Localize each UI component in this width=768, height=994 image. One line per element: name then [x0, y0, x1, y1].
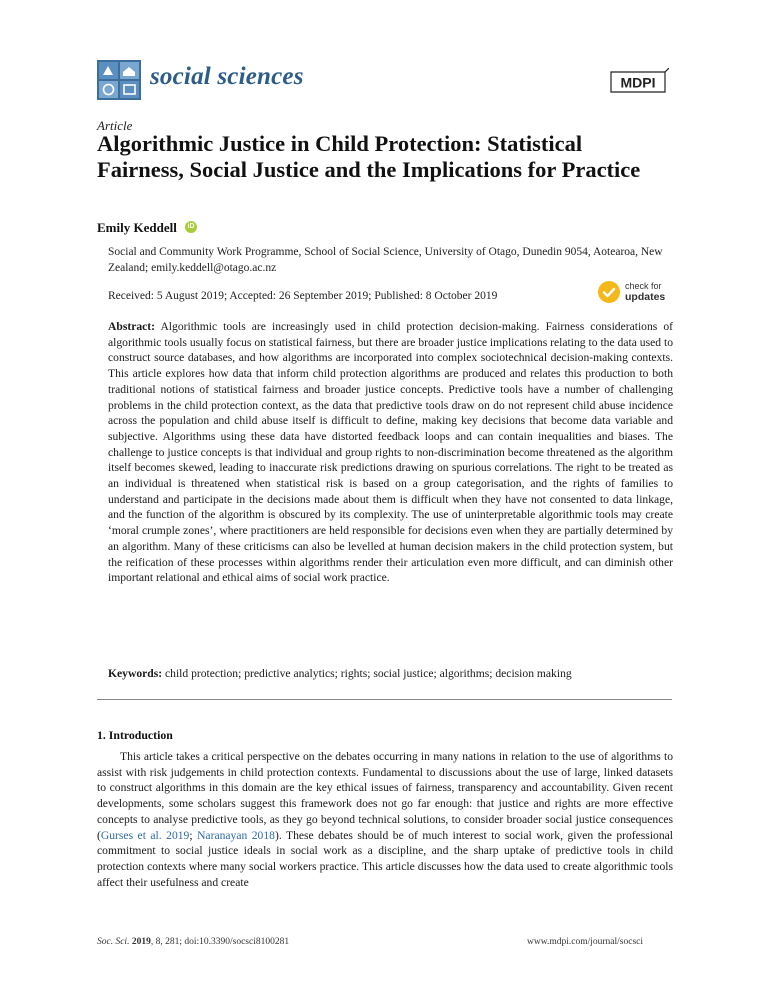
keywords [108, 667, 673, 680]
publisher-label: MDPI [620, 74, 656, 91]
section-divider [97, 699, 672, 700]
check-for-updates-badge[interactable] [598, 281, 672, 305]
publication-dates: Received: 5 August 2019; Accepted: 26 September 2019; Published: 8 October 2019 [108, 290, 498, 302]
author-name: Emily Keddell [97, 220, 177, 235]
journal-name: social sciences [150, 63, 304, 90]
mdpi-logo-icon [607, 68, 669, 96]
article-title: Algorithmic Justice in Child Protection: Statistical Fairness, Social Justice and the Implications for Practice [97, 131, 641, 182]
citation-link-gurses[interactable]: Gurses et al. 2019 [100, 828, 190, 842]
keywords-text: child protection; predictive analytics; rights; social justice; algorithms; decision making [165, 667, 572, 680]
abstract [108, 319, 673, 586]
check-updates-line1: check for [625, 281, 662, 291]
introduction-paragraph [97, 749, 673, 890]
orcid-label: iD [187, 223, 195, 230]
keywords-label: Keywords: [108, 667, 163, 680]
footer-journal-abbr: Soc. Sci. [97, 937, 130, 947]
article-type: Article [97, 118, 133, 133]
footer-citation-rest: , 8, 281; doi:10.3390/socsci8100281 [150, 937, 290, 947]
footer-citation [97, 937, 289, 947]
intro-text-b: ). These debates should be of much interest to social work, given the professional commitment to social justice ideals in social work as a discipline, and the sharp uptake of predictive tools in child protection contexts where many social workers practice. This article discusses how the data used to create algorithmic tools affect their usefulness and create [97, 828, 674, 889]
footer-url[interactable]: www.mdpi.com/journal/socsci [527, 937, 644, 947]
check-updates-icon [598, 281, 620, 303]
abstract-label: Abstract: [108, 320, 156, 333]
section-heading-introduction: 1. Introduction [97, 728, 173, 742]
affiliation: Social and Community Work Programme, School of Social Science, University of Otago, Dunedin 9054, Aotearoa, New Zealand; emily.keddell@otago.ac.nz [108, 246, 663, 274]
intro-text-a: This article takes a critical perspective on the debates occurring in many nations in relation to the use of algorithms to assist with risk judgements in child protection contexts. Fundamental to discussions about the use of large, linked datasets to construct algorithms in this domain are the key ethical issues of fairness, transparency and accountability. Given recent developments, some scholars suggest this framework does not go far enough: that justice and rights are more effective concepts to analyse predictive tools, as they go beyond technical solutions, to consider broader social justice consequences ( [97, 750, 673, 842]
abstract-text: Algorithmic tools are increasingly used in child protection decision-making. Fairness considerations of algorithmic tools usually focus on statistical fairness, but there are broader justice implications relating to the data used to construct source databases, and how algorithms are incorporated into complex sociotechnical decision-making contexts. This article explores how data that inform child protection algorithms are produced and relates this production to both traditional notions of statistical fairness and broader justice concepts. Predictive tools have a number of challenging problems in the child protection context, as the data that predictive tools draw on do not represent child abuse incidence across the population and child abuse itself is difficult to define, making key decisions that become data variable and subjective. Algorithms using these data have distorted feedback loops and can contain inequalities and biases. The challenge to justice concepts is that individual and group rights to non-discrimination become threatened as the algorithm itself becomes skewed, leading to inaccurate risk predictions drawing on spurious correlations. The right to be treated as an individual is threatened when statistical risk is based on a group categorisation, and the rights of families to understand and participate in the decisions made about them is difficult when they have not consented to data linkage, and the function of the algorithm is obscured by its complexity. The use of uninterpretable algorithmic tools may create ‘moral crumple zones’, where practitioners are held responsible for decisions even when they are partially determined by an algorithm. Many of these criticisms can also be levelled at human decision makers in the child protection system, but the reification of these processes within algorithms render their articulation even more difficult, and can diminish other important relational and ethical aims of social work practice. [108, 320, 673, 585]
citation-separator: ; [189, 828, 198, 842]
footer-year: 2019 [131, 937, 151, 947]
check-updates-line2: updates [625, 291, 666, 303]
citation-link-naranayan[interactable]: Naranayan 2018 [197, 828, 275, 842]
journal-logo-icon [97, 60, 141, 100]
orcid-icon[interactable] [185, 221, 197, 233]
